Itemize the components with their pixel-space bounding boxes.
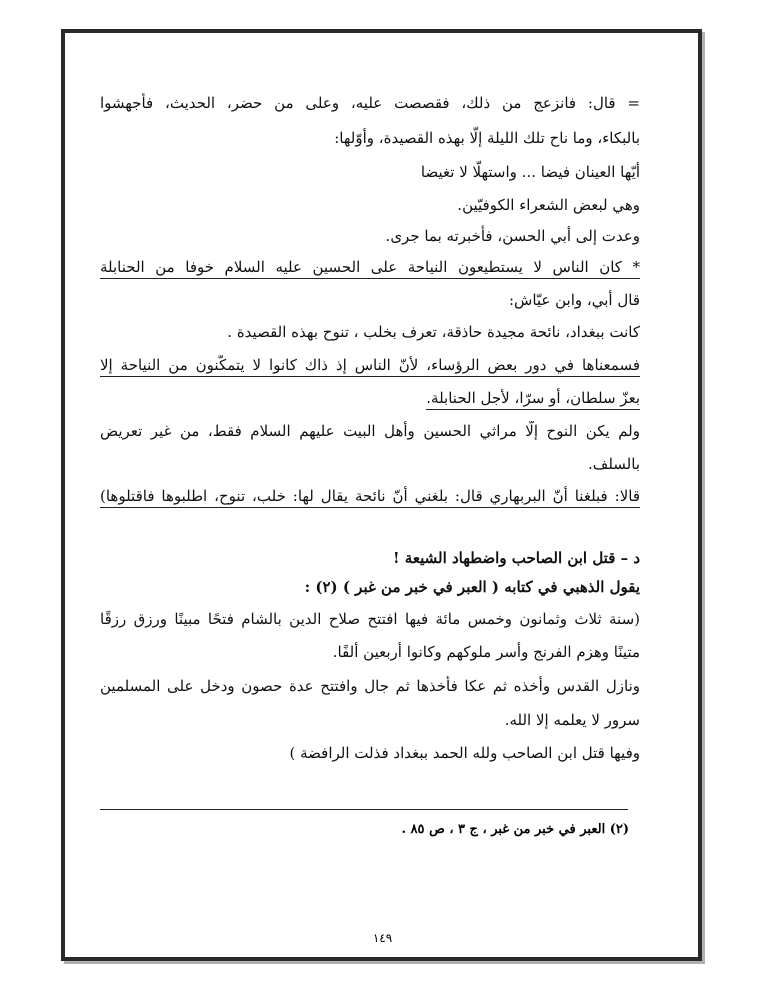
text-line: وعدت إلى أبي الحسن، فأخبرته بما جرى. (385, 227, 640, 245)
footnote-separator (100, 809, 628, 810)
text-line: سرور لا يعلمه إلا الله. (504, 711, 640, 729)
text-line: (سنة ثلاث وثمانون وخمس مائة فيها افتتح صلاح الدين بالشام فتحًا مبينًا ورزق رزقًا (100, 610, 640, 628)
underlined-line: فسمعناها في دور بعض الرؤساء، لأنّ الناس إذ ذاك كانوا لا يتمكّنون من النياحة إلا (100, 355, 640, 377)
text-line: بالبكاء، وما ناح تلك الليلة إلّا بهذه القصيدة، وأوّلها: (334, 129, 640, 147)
text-line: وفيها قتل ابن الصاحب ولله الحمد ببغداد فذلت الرافضة ) (289, 744, 640, 762)
text-line: ونازل القدس وأخذه ثم عكا فأخذها ثم جال وافتتح عدة حصون ودخل على المسلمين (100, 677, 640, 695)
underlined-line: بعزّ سلطان، أو سرّا، لأجل الحنابلة. (426, 388, 640, 410)
text-line: كانت ببغداد، نائحة مجيدة حاذقة، تعرف بخلب ، تنوح بهذه القصيدة . (227, 323, 640, 341)
text-line: وهي لبعض الشعراء الكوفيّين. (457, 196, 640, 214)
text-line: أيّها العينان فيضا ... واستهلّا لا تغيضا (420, 163, 640, 181)
text-line: ولم يكن النوح إلّا مراثي الحسين وأهل البيت عليهم السلام فقط، من غير تعريض (100, 422, 640, 440)
text-line: بالسلف. (588, 455, 640, 473)
underlined-line: قالا: فبلغنا أنّ البربهاري قال: بلغني أنّ نائحة يقال لها: خلب، تنوح، اطلبوها فاقتلوها) (100, 486, 640, 508)
text-line: متينًا وهزم الفرنج وأسر ملوكهم وكانوا أربعين ألفًا. (332, 643, 640, 661)
text-line: قال أبي، وابن عيّاش: (508, 291, 640, 309)
text-line: = قال: فانزعج من ذلك، فقصصت عليه، وعلى من حضر، الحديث، فأجهشوا (100, 94, 640, 112)
underlined-note: * كان الناس لا يستطيعون النياحة على الحسين عليه السلام خوفا من الحنابلة (100, 257, 640, 279)
page-number: ١٤٩ (372, 931, 393, 945)
section-heading: د – قتل ابن الصاحب واضطهاد الشيعة ! (393, 549, 640, 567)
quote-intro: يقول الذهبي في كتابه ( العبر في خبر من غبر ) (٢) : (304, 578, 640, 596)
footnote: (٢) العبر في خبر من غبر ، ج ٣ ، ص ٨٥ . (401, 822, 629, 837)
